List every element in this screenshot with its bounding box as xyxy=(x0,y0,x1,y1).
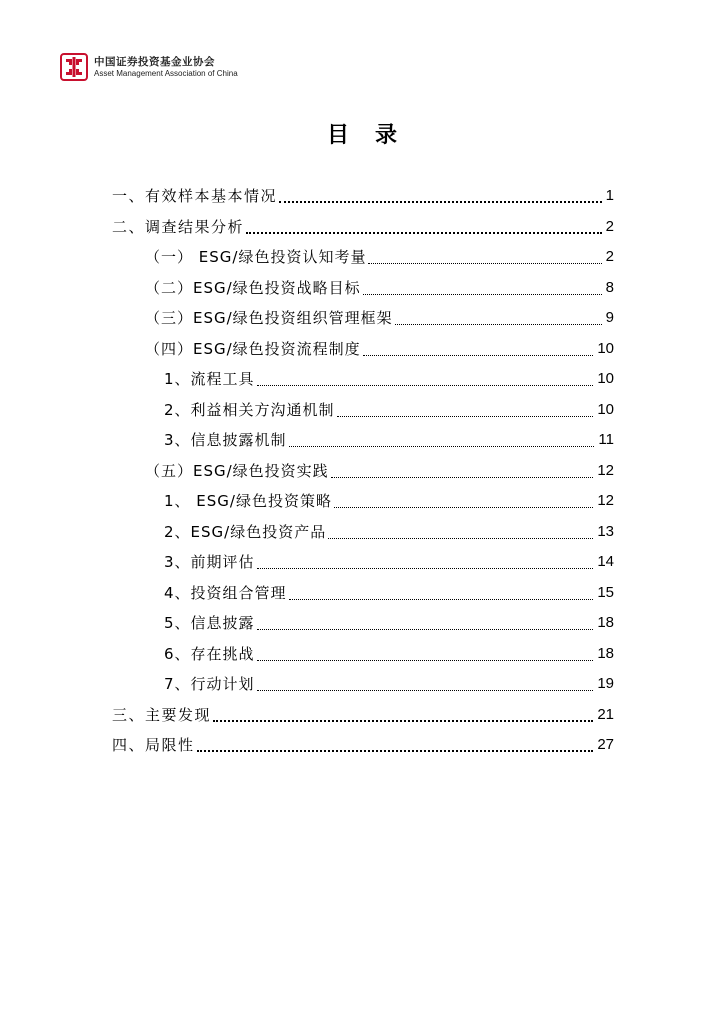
toc-entry[interactable] xyxy=(164,608,614,638)
toc-dot-leader xyxy=(257,608,594,638)
toc-dot-leader xyxy=(289,425,595,455)
toc-entry[interactable] xyxy=(164,425,614,455)
toc-entry-page-number: 14 xyxy=(597,553,614,570)
toc-entry-page-number: 13 xyxy=(597,522,614,540)
page-header xyxy=(60,52,238,82)
toc-entry[interactable] xyxy=(164,639,614,669)
toc-entry[interactable] xyxy=(112,730,614,760)
toc-dot-leader xyxy=(337,395,594,425)
toc-entry[interactable] xyxy=(164,547,614,577)
toc-entry-page-number: 18 xyxy=(597,644,614,662)
toc-dot-leader xyxy=(328,517,593,547)
toc-entry-label: 四、局限性 xyxy=(112,736,195,754)
toc-entry[interactable] xyxy=(145,456,614,486)
org-name-cn: 中国证券投资基金业协会 xyxy=(94,55,215,68)
toc-entry-label: 2、利益相关方沟通机制 xyxy=(164,400,335,419)
toc-entry[interactable] xyxy=(164,395,614,425)
toc-dot-leader xyxy=(334,486,593,516)
toc-entry-label: 1、 ESG/绿色投资策略 xyxy=(164,492,332,510)
toc-entry-label: （五）ESG/绿色投资实践 xyxy=(145,461,329,480)
toc-entry-label: 4、投资组合管理 xyxy=(164,583,287,602)
toc-entry-page-number: 18 xyxy=(597,614,614,631)
toc-entry-label: 二、调查结果分析 xyxy=(112,217,245,236)
toc-entry[interactable] xyxy=(112,212,614,242)
toc-dot-leader xyxy=(395,303,602,333)
toc-entry-label: （三）ESG/绿色投资组织管理框架 xyxy=(145,309,393,327)
toc-entry-page-number: 27 xyxy=(597,736,614,753)
toc-entry-page-number: 8 xyxy=(605,278,614,296)
toc-entry-page-number: 10 xyxy=(597,400,614,418)
toc-entry[interactable] xyxy=(145,334,614,364)
toc-dot-leader xyxy=(197,730,594,760)
toc-entry-page-number: 9 xyxy=(605,309,614,326)
toc-dot-leader xyxy=(257,364,594,394)
toc-dot-leader xyxy=(213,700,593,730)
toc-entry[interactable] xyxy=(112,181,614,211)
toc-entry-page-number: 2 xyxy=(605,248,614,265)
toc-entry[interactable] xyxy=(145,242,614,272)
toc-entry[interactable] xyxy=(164,486,614,516)
toc-entry[interactable] xyxy=(164,517,614,547)
toc-entry[interactable] xyxy=(164,669,614,699)
toc-entry-label: 3、前期评估 xyxy=(164,553,255,571)
toc-dot-leader xyxy=(246,212,602,242)
toc-entry-page-number: 2 xyxy=(605,217,614,235)
toc-entry[interactable] xyxy=(145,303,614,333)
toc-entry-label: 7、行动计划 xyxy=(164,675,255,693)
toc-entry-label: 5、信息披露 xyxy=(164,614,255,632)
toc-entry-page-number: 10 xyxy=(597,339,614,357)
toc-entry-label: （二）ESG/绿色投资战略目标 xyxy=(145,278,361,297)
toc-entry-page-number: 10 xyxy=(597,370,614,387)
toc-entry[interactable] xyxy=(164,578,614,608)
toc-entry[interactable] xyxy=(145,273,614,303)
toc-entry-label: 一、有效样本基本情况 xyxy=(112,187,278,205)
toc-entry-page-number: 12 xyxy=(597,492,614,509)
amac-seal-logo-icon xyxy=(60,53,88,81)
toc-dot-leader xyxy=(279,181,602,211)
toc-dot-leader xyxy=(289,578,594,608)
toc-entry[interactable] xyxy=(112,700,614,730)
toc-entry-label: 3、信息披露机制 xyxy=(164,431,287,449)
toc-dot-leader xyxy=(363,273,602,303)
toc-entry-page-number: 19 xyxy=(597,675,614,692)
toc-dot-leader xyxy=(331,456,594,486)
toc-dot-leader xyxy=(257,547,594,577)
toc-entry-page-number: 12 xyxy=(597,461,614,479)
page-title: 目录 xyxy=(326,123,423,148)
toc-entry-label: 6、存在挑战 xyxy=(164,644,255,663)
toc-dot-leader xyxy=(363,334,594,364)
toc-dot-leader xyxy=(257,669,594,699)
toc-entry-page-number: 15 xyxy=(597,583,614,601)
toc-entry-label: 2、ESG/绿色投资产品 xyxy=(164,522,327,541)
toc-entry-label: （四）ESG/绿色投资流程制度 xyxy=(145,339,361,358)
org-name-en: Asset Management Association of China xyxy=(94,68,238,78)
toc-entry-label: 三、主要发现 xyxy=(112,705,212,724)
toc-entry-label: （一） ESG/绿色投资认知考量 xyxy=(145,248,367,266)
toc-entry-page-number: 21 xyxy=(597,705,614,723)
toc-dot-leader xyxy=(257,639,594,669)
toc-entry-page-number: 11 xyxy=(598,431,614,448)
toc-entry-page-number: 1 xyxy=(605,187,614,204)
toc-dot-leader xyxy=(368,242,601,272)
org-name-block xyxy=(94,56,238,79)
toc-entry-label: 1、流程工具 xyxy=(164,370,255,388)
toc-entry[interactable] xyxy=(164,364,614,394)
